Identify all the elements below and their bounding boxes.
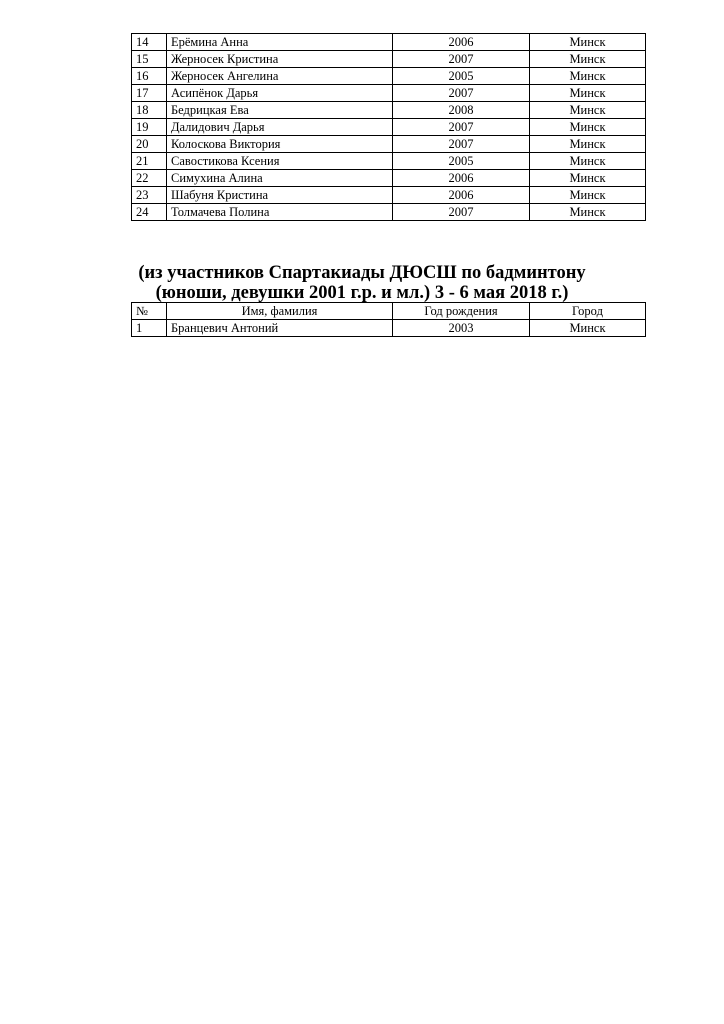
- cell-number: 18: [132, 102, 167, 119]
- cell-number: 16: [132, 68, 167, 85]
- cell-city: Минск: [530, 153, 646, 170]
- cell-name: Шабуня Кристина: [167, 187, 393, 204]
- cell-city: Минск: [530, 320, 646, 337]
- cell-number: 22: [132, 170, 167, 187]
- cell-birth-year: 2007: [393, 85, 530, 102]
- cell-city: Минск: [530, 136, 646, 153]
- cell-name: Бедрицкая Ева: [167, 102, 393, 119]
- table-row: [132, 170, 646, 187]
- cell-name: Колоскова Виктория: [167, 136, 393, 153]
- table-row: [132, 102, 646, 119]
- cell-city: Минск: [530, 170, 646, 187]
- cell-name: Симухина Алина: [167, 170, 393, 187]
- cell-birth-year: 2007: [393, 136, 530, 153]
- section-heading-line-1: (из участников Спартакиады ДЮСШ по бадминтону: [138, 263, 586, 283]
- cell-number: 17: [132, 85, 167, 102]
- cell-city: Минск: [530, 187, 646, 204]
- cell-birth-year: 2007: [393, 51, 530, 68]
- cell-city: Минск: [530, 51, 646, 68]
- cell-name: Жерносек Ангелина: [167, 68, 393, 85]
- cell-birth-year: 2006: [393, 34, 530, 51]
- cell-birth-year: 2007: [393, 119, 530, 136]
- cell-birth-year: 2005: [393, 68, 530, 85]
- cell-birth-year: 2008: [393, 102, 530, 119]
- cell-number: 20: [132, 136, 167, 153]
- cell-city: Минск: [530, 204, 646, 221]
- cell-number: 15: [132, 51, 167, 68]
- cell-number: 14: [132, 34, 167, 51]
- cell-city: Минск: [530, 119, 646, 136]
- header-city: Город: [530, 303, 646, 320]
- table-row: [132, 51, 646, 68]
- cell-birth-year: 2006: [393, 187, 530, 204]
- cell-number: 24: [132, 204, 167, 221]
- cell-city: Минск: [530, 102, 646, 119]
- cell-birth-year: 2003: [393, 320, 530, 337]
- table-row: [132, 153, 646, 170]
- table-row: [132, 34, 646, 51]
- cell-birth-year: 2006: [393, 170, 530, 187]
- participants-table-boys: [131, 302, 646, 337]
- table-row: [132, 320, 646, 337]
- table-header-row: [132, 303, 646, 320]
- cell-name: Жерносек Кристина: [167, 51, 393, 68]
- header-birth-year: Год рождения: [393, 303, 530, 320]
- cell-city: Минск: [530, 34, 646, 51]
- section-heading-line-2: (юноши, девушки 2001 г.р. и мл.) 3 - 6 мая 2018 г.): [155, 283, 569, 303]
- cell-city: Минск: [530, 68, 646, 85]
- cell-number: 23: [132, 187, 167, 204]
- cell-number: 1: [132, 320, 167, 337]
- cell-birth-year: 2007: [393, 204, 530, 221]
- cell-number: 19: [132, 119, 167, 136]
- table-row: [132, 68, 646, 85]
- cell-name: Далидович Дарья: [167, 119, 393, 136]
- header-number: №: [132, 303, 167, 320]
- cell-name: Толмачева Полина: [167, 204, 393, 221]
- header-name: Имя, фамилия: [167, 303, 393, 320]
- table-row: [132, 204, 646, 221]
- cell-name: Савостикова Ксения: [167, 153, 393, 170]
- cell-name: Бранцевич Антоний: [167, 320, 393, 337]
- cell-name: Ерёмина Анна: [167, 34, 393, 51]
- table-row: [132, 187, 646, 204]
- cell-number: 21: [132, 153, 167, 170]
- cell-birth-year: 2005: [393, 153, 530, 170]
- cell-city: Минск: [530, 85, 646, 102]
- table-row: [132, 119, 646, 136]
- table-row: [132, 85, 646, 102]
- table-row: [132, 136, 646, 153]
- cell-name: Асипёнок Дарья: [167, 85, 393, 102]
- participants-table-girls: [131, 33, 646, 221]
